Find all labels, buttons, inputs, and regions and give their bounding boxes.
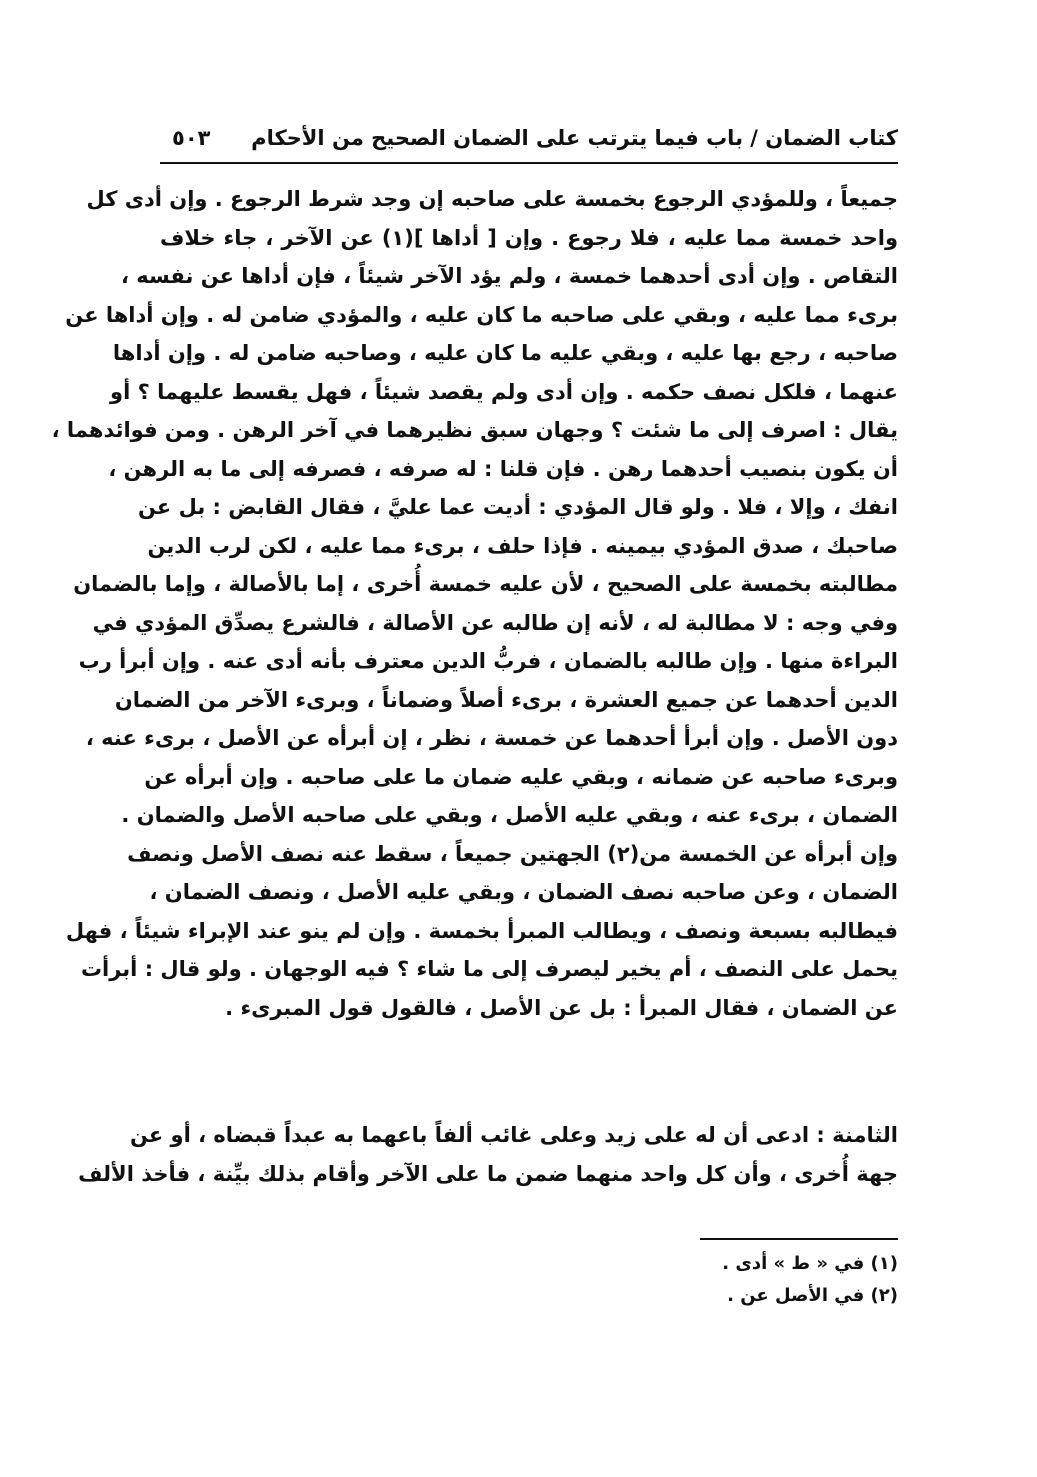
footnotes: [560, 1248, 898, 1312]
text-line: مطالبته بخمسة على الصحيح ، لأن عليه خمسة أُخرى ، إما بالأصالة ، وإما بالضمان: [73, 572, 898, 596]
main-paragraph: [51, 180, 898, 1027]
text-line: التقاص . وإن أدى أحدهما خمسة ، ولم يؤد الآخر شيئاً ، فإن أداها عن نفسه ،: [121, 264, 898, 288]
text-line: واحد خمسة مما عليه ، فلا رجوع . وإن [ أداها ](١) عن الآخر ، جاء خلاف: [160, 225, 898, 250]
text-line: البراءة منها . وإن طالبه بالضمان ، فربُّ الدين معترف بأنه أدى عنه . وإن أبرأ رب: [78, 649, 898, 673]
text-line: دون الأصل . وإن أبرأ أحدهما عن خمسة ، نظر ، إن أبرأه عن الأصل ، برىء عنه ،: [85, 726, 898, 750]
text-line: عن الضمان ، فقال المبرأ : بل عن الأصل ، فالقول قول المبرىء .: [225, 995, 898, 1020]
text-line: الثامنة : ادعى أن له على زيد وعلى غائب ألفاً باعهما به عبداً قبضاه ، أو عن: [129, 1123, 898, 1147]
header-title: كتاب الضمان / باب فيما يترتب على الضمان الصحيح من الأحكام: [251, 126, 898, 150]
text-line: يحمل على النصف ، أم يخير ليصرف إلى ما شاء ؟ فيه الوجهان . ولو قال : أبرأت: [80, 957, 898, 981]
text-line: وإن أبرأه عن الخمسة من(٢) الجهتين جميعاً ، سقط عنه نصف الأصل ونصف: [127, 841, 898, 866]
running-header: [160, 118, 898, 162]
header-divider: [160, 162, 898, 164]
text-line: أن يكون بنصيب أحدهما رهن . فإن قلنا : له صرفه ، فصرفه إلى ما به الرهن ،: [108, 456, 898, 481]
text-line: فيطالبه بسبعة ونصف ، ويطالب المبرأ بخمسة . وإن لم ينو عند الإبراء شيئاً ، فهل: [65, 918, 898, 943]
text-line: وبرىء صاحبه عن ضمانه ، وبقي عليه ضمان ما على صاحبه . وإن أبرأه عن: [144, 764, 898, 789]
page-number: ٥٠٣: [172, 126, 211, 150]
text-line: يقال : اصرف إلى ما شئت ؟ وجهان سبق نظيرهما في آخر الرهن . ومن فوائدهما ،: [51, 418, 898, 442]
text-line: الدين أحدهما عن جميع العشرة ، برىء أصلاً وضماناً ، وبرىء الآخر من الضمان: [114, 687, 898, 712]
text-line: جهة أُخرى ، وأن كل واحد منهما ضمن ما على الآخر وأقام بذلك بيِّنة ، فأخذ الألف: [78, 1161, 898, 1186]
text-line: الضمان ، وعن صاحبه نصف الضمان ، وبقي عليه الأصل ، ونصف الضمان ،: [149, 880, 898, 904]
text-line: انفك ، وإلا ، فلا . ولو قال المؤدي : أديت عما عليَّ ، فقال القابض : بل عن: [138, 495, 898, 519]
text-line: عنهما ، فلكل نصف حكمه . وإن أدى ولم يقصد شيئاً ، فهل يقسط عليهما ؟ أو: [110, 379, 898, 404]
footnote-2: (٢) في الأصل عن .: [727, 1285, 898, 1306]
footnote-1: (١) في « ط » أدى .: [722, 1253, 898, 1274]
text-line: صاحبك ، صدق المؤدي بيمينه . فإذا حلف ، برىء مما عليه ، لكن لرب الدين: [147, 533, 898, 558]
text-line: وفي وجه : لا مطالبة له ، لأنه إن طالبه عن الأصالة ، فالشرع يصدِّق المؤدي في: [92, 610, 898, 635]
text-line: صاحبه ، رجع بها عليه ، وبقي عليه ما كان عليه ، وصاحبه ضامن له . وإن أداها: [112, 341, 898, 365]
section-eight-paragraph: [78, 1116, 898, 1193]
text-line: جميعاً ، وللمؤدي الرجوع بخمسة على صاحبه إن وجد شرط الرجوع . وإن أدى كل: [86, 187, 898, 211]
footnote-divider: [700, 1238, 898, 1240]
text-line: برىء مما عليه ، وبقي على صاحبه ما كان عليه ، والمؤدي ضامن له . وإن أداها عن: [65, 302, 898, 327]
text-line: الضمان ، برىء عنه ، وبقي عليه الأصل ، وبقي على صاحبه الأصل والضمان .: [121, 803, 898, 827]
